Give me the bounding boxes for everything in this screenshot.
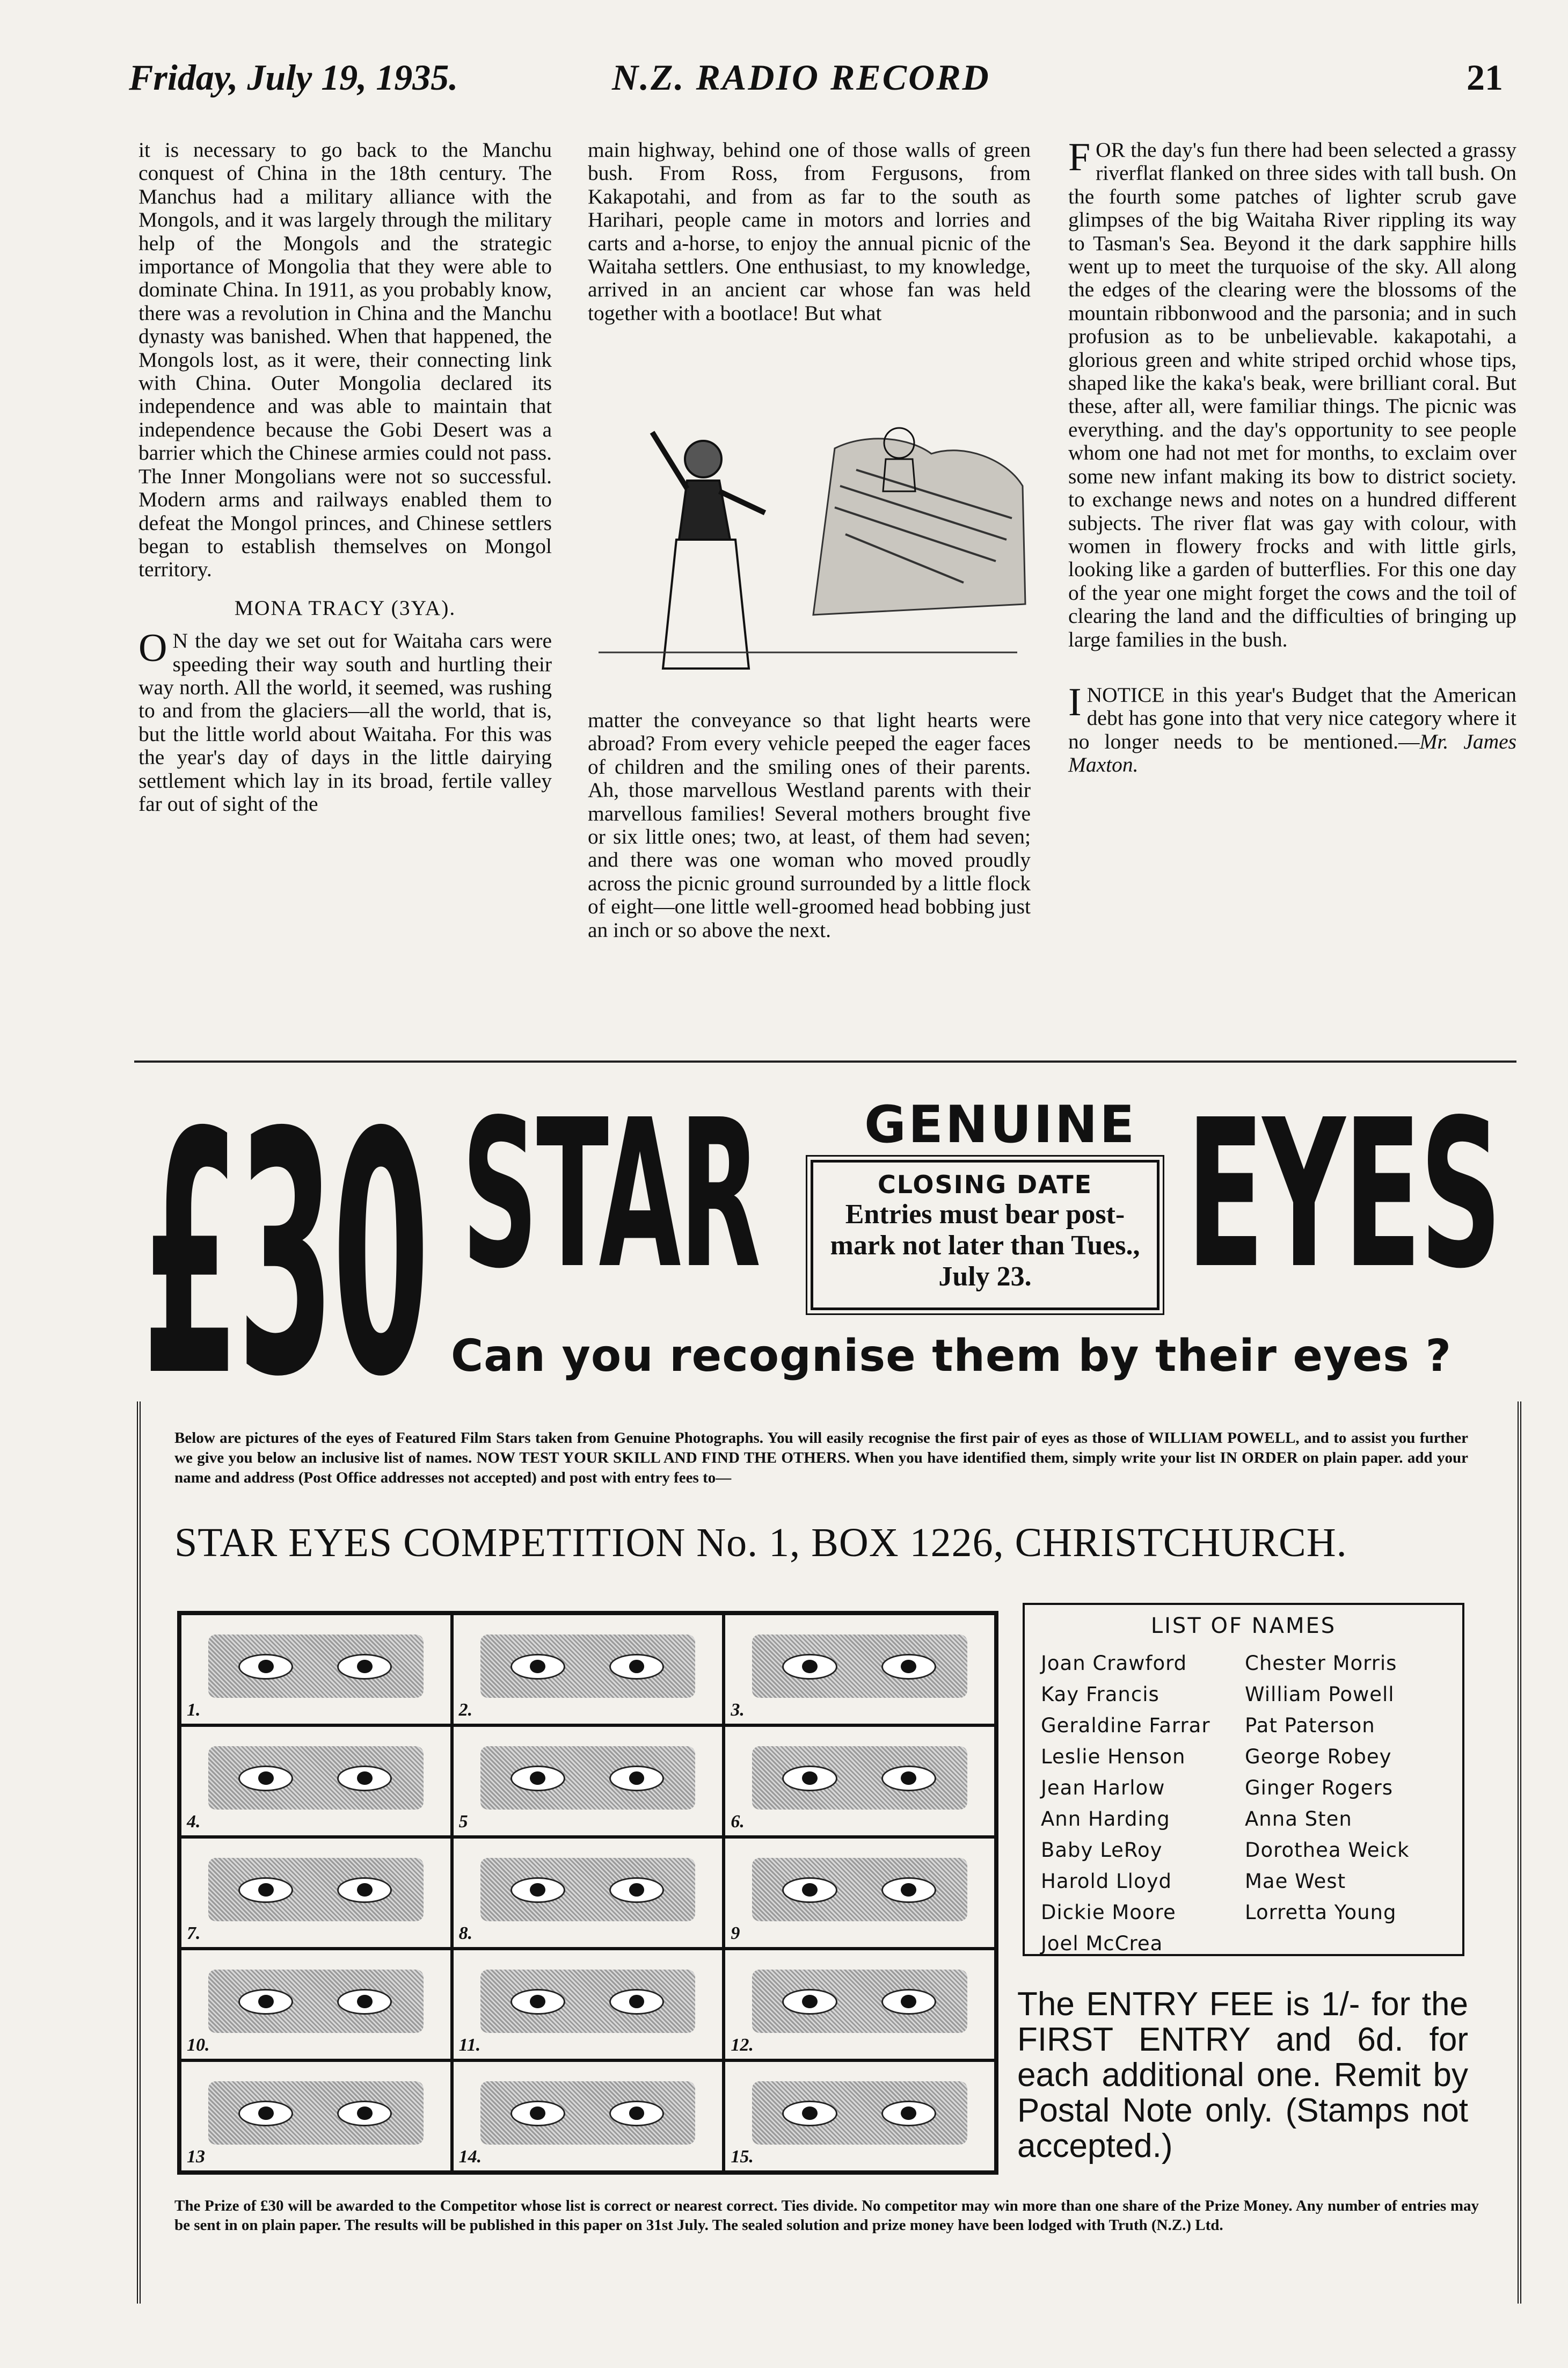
eyes-photo-grid — [177, 1611, 998, 2175]
prize-amount: £30 — [142, 1063, 427, 1450]
eyes-photo-number: 4. — [187, 1812, 201, 1832]
eye-icon — [782, 1766, 837, 1791]
eyes-photo — [480, 1858, 696, 1921]
eyes-photo-number: 1. — [187, 1700, 201, 1720]
eye-icon — [337, 1877, 392, 1903]
eyes-heading: EYES — [1186, 1076, 1500, 1313]
film-star-name: Leslie Henson — [1041, 1745, 1186, 1768]
film-star-name: Baby LeRoy — [1041, 1839, 1163, 1862]
eyes-photo — [480, 2081, 696, 2144]
eyes-photo-cell — [452, 1949, 724, 2060]
film-star-name: Dorothea Weick — [1245, 1839, 1410, 1862]
eyes-photo-number: 11. — [458, 2035, 481, 2055]
eye-icon — [609, 2101, 664, 2126]
film-star-name: Anna Sten — [1245, 1807, 1352, 1831]
eye-icon — [238, 2101, 293, 2126]
quote-attribution: Mr. James Maxton. — [1068, 729, 1517, 777]
picnic-illustration — [588, 400, 1031, 679]
eye-icon — [510, 1877, 565, 1903]
closing-date-box — [811, 1160, 1159, 1310]
eyes-photo-number: 6. — [731, 1812, 745, 1832]
list-of-names — [1023, 1603, 1464, 1956]
page-header — [129, 56, 1503, 115]
eyes-photo — [480, 1635, 696, 1697]
eyes-photo-cell — [452, 2060, 724, 2172]
eyes-photo-number: 5 — [458, 1812, 468, 1832]
eyes-photo-number: 15. — [731, 2147, 754, 2167]
article-column-2-continued — [588, 709, 1031, 942]
eye-icon — [238, 1877, 293, 1903]
film-star-name: Jean Harlow — [1041, 1776, 1165, 1799]
issue-date: Friday, July 19, 1935. — [129, 57, 458, 98]
film-star-name: Joel McCrea — [1041, 1932, 1163, 1955]
eyes-photo-cell — [724, 1949, 996, 2060]
eye-icon — [238, 1766, 293, 1791]
eyes-photo-number: 2. — [458, 1700, 473, 1720]
eyes-photo — [752, 1746, 967, 1809]
eyes-photo-cell — [180, 1949, 452, 2060]
eye-icon — [510, 1989, 565, 2015]
eye-icon — [337, 2101, 392, 2126]
article-column-1 — [138, 139, 552, 816]
drop-cap: F — [1068, 135, 1091, 179]
eyes-photo-cell — [180, 2060, 452, 2172]
eyes-photo-number: 14. — [458, 2147, 482, 2167]
budget-paragraph: INOTICE in this year's Budget that the American debt has gone into that very nice category where it no longer needs to be mentioned.—Mr. James Maxton. — [1068, 680, 1517, 777]
film-star-name: William Powell — [1245, 1683, 1395, 1706]
eyes-photo — [752, 1970, 967, 2032]
eyes-photo — [208, 1970, 424, 2032]
tagline: Can you recognise them by their eyes ? — [451, 1331, 1452, 1382]
film-star-name: Geraldine Farrar — [1041, 1714, 1210, 1737]
eyes-photo-cell — [180, 1837, 452, 1949]
article-column-3 — [1068, 135, 1517, 777]
film-star-name: Harold Lloyd — [1041, 1870, 1172, 1893]
eye-icon — [881, 1766, 936, 1791]
film-star-name: Lorretta Young — [1245, 1901, 1397, 1924]
film-star-name: Ginger Rogers — [1245, 1776, 1394, 1799]
eyes-photo — [480, 1746, 696, 1809]
eyes-photo — [480, 1970, 696, 2032]
eye-icon — [609, 1877, 664, 1903]
eyes-photo — [208, 2081, 424, 2144]
eye-icon — [881, 2101, 936, 2126]
eyes-photo — [208, 1858, 424, 1921]
eye-icon — [337, 1654, 392, 1680]
article-column-2 — [588, 139, 1031, 325]
publication-title: N.Z. RADIO RECORD — [612, 57, 990, 98]
eyes-photo-cell — [724, 2060, 996, 2172]
eyes-photo-cell — [452, 1725, 724, 1837]
eye-icon — [337, 1989, 392, 2015]
eye-icon — [782, 1877, 837, 1903]
names-column-right — [1245, 1648, 1410, 1928]
eye-icon — [881, 1989, 936, 2015]
eyes-photo-cell — [180, 1614, 452, 1725]
eyes-photo-number: 3. — [731, 1700, 745, 1720]
eye-icon — [510, 1766, 565, 1791]
eye-icon — [782, 2101, 837, 2126]
film-star-name: Mae West — [1245, 1870, 1346, 1893]
eyes-photo — [208, 1635, 424, 1697]
eyes-photo — [752, 2081, 967, 2144]
eyes-photo — [752, 1635, 967, 1697]
eyes-photo — [208, 1746, 424, 1809]
eye-icon — [881, 1654, 936, 1680]
eye-icon — [881, 1877, 936, 1903]
competition-instructions: Below are pictures of the eyes of Featured Film Stars taken from Genuine Photographs. You will easily recognise the first pair of eyes as those of WILLIAM POWELL, and to assist you further we give you below an inclusive list of names. NOW TEST YOUR SKILL AND FIND THE OTHERS. When you have identified them, simply write your list IN ORDER on plain paper. add your name and address (Post Office addresses not accepted) and post with entry fees to— — [174, 1429, 1468, 1486]
names-column-left — [1041, 1648, 1210, 1959]
eye-icon — [510, 2101, 565, 2126]
eye-icon — [510, 1654, 565, 1680]
eyes-photo-number: 8. — [458, 1923, 473, 1943]
film-star-name: Chester Morris — [1245, 1652, 1397, 1675]
eyes-photo-number: 9 — [731, 1923, 740, 1943]
eyes-photo-number: 12. — [731, 2035, 754, 2055]
eye-icon — [782, 1654, 837, 1680]
film-star-name: Kay Francis — [1041, 1683, 1159, 1706]
closing-date-text: Entries must bear post-mark not later than Tues., July 23. — [830, 1199, 1140, 1292]
eye-icon — [238, 1989, 293, 2015]
drop-cap: O — [138, 626, 167, 671]
eye-icon — [238, 1654, 293, 1680]
eye-icon — [609, 1989, 664, 2015]
eyes-photo-cell — [724, 1725, 996, 1837]
eyes-photo — [752, 1858, 967, 1921]
closing-date-title: CLOSING DATE — [877, 1170, 1093, 1199]
riverflat-paragraph: FOR the day's fun there had been selected a grassy riverflat flanked on three sides with tall bush. On the fourth some patches of lighter scrub gave glimpses of the big Waitaha River rippling its way to Tasman's Sea. Beyond it the dark sapphire hills went up to meet the turquoise of the sky. All along the edges of the clearing were the blossoms of the mountain ribbonwood and the parsonia; and in such profusion as to be unbelievable. kakapotahi, a glorious green and white striped orchid whose tips, shaped like the kaka's beak, were brilliant coral. But these, after all, were familiar things. The picnic was everything. and the day's opportunity to see people whom one had not met for months, to exclaim over some new infant making its bow to district society. to exchange news and notes on a hundred different subjects. The river flat was gay with colour, with women in flowery frocks and with little girls, looking like a garden of butterflies. For this one day of the year one might forget the cows and the toil of clearing the land and the difficulties of bringing up large families in the bush. — [1068, 135, 1516, 651]
families-paragraph: matter the conveyance so that light hearts were abroad? From every vehicle peeped the eager faces of children and the smiling ones of their parents. Ah, those marvellous Westland parents with their marvellous families! Several mothers brought five or six little ones; two, at least, of them had seven; and there was one woman who moved proudly across the picnic ground surrounded by a little flock of eight—one little well-groomed head bobbing just an inch or so above the next. — [588, 708, 1031, 942]
eye-icon — [782, 1989, 837, 2015]
waitaha-paragraph: O N the day we set out for Waitaha cars were speeding their way south and hurtling their way north. All the world, it seemed, was rushing to and from the glaciers—all the world, that is, but the little world about Waitaha. For this was the year's day of days in the little dairying settlement which lay in its broad, fertile valley far out of sight of the — [138, 626, 552, 816]
bush-scrub — [813, 439, 1025, 615]
film-star-name: Pat Paterson — [1245, 1714, 1375, 1737]
competition-address: STAR EYES COMPETITION No. 1, BOX 1226, CHRISTCHURCH. — [174, 1520, 1347, 1565]
eyes-photo-number: 10. — [187, 2035, 210, 2055]
eye-icon — [609, 1654, 664, 1680]
eyes-photo-cell — [180, 1725, 452, 1837]
eyes-photo-cell — [452, 1837, 724, 1949]
genuine-heading: GENUINE — [864, 1095, 1137, 1154]
picnic-paragraph: main highway, behind one of those walls of green bush. From Ross, from Fergusons, from Kakapotahi, and from as far to the south as Harihari, people came in motors and lorries and carts and a-horse, to enjoy the annual picnic of the Waitaha settlers. One enthusiast, to my knowledge, arrived in an ancient car whose fan was held together with a bootlace! But what — [588, 138, 1031, 325]
film-star-name: Dickie Moore — [1041, 1901, 1176, 1924]
star-heading: STAR — [462, 1076, 760, 1313]
drop-cap: I — [1068, 680, 1082, 724]
list-of-names-heading: LIST OF NAMES — [1150, 1614, 1337, 1638]
page-number: 21 — [1467, 57, 1503, 98]
eye-icon — [337, 1766, 392, 1791]
eyes-photo-number: 7. — [187, 1923, 201, 1943]
film-star-name: Ann Harding — [1041, 1807, 1170, 1831]
eyes-photo-cell — [724, 1614, 996, 1725]
entry-fee-notice: The ENTRY FEE is 1/- for the FIRST ENTRY and 6d. for each additional one. Remit by Postal Note only. (Stamps not accepted.) — [1017, 1986, 1468, 2164]
film-star-name: Joan Crawford — [1041, 1652, 1187, 1675]
mongolia-paragraph: it is necessary to go back to the Manchu conquest of China in the 18th century. The Manchus had a military alliance with the Mongols, and it was largely through the military help of the Mongols and the strategic importance of Mongolia that they were able to dominate China. In 1911, as you probably know, there was a revolution in China and the Manchu dynasty was banished. When that happened, the Mongols lost, as it were, their connecting link with China. Outer Mongolia declared its independence and was able to maintain that independence because the Gobi Desert was a barrier which the Chinese armies could not pass. The Inner Mongolians were not so successful. Modern arms and railways enabled them to defeat the Mongol princes, and Chinese settlers began to establish themselves on Mongol territory. — [138, 138, 552, 582]
byline: MONA TRACY (3YA). — [234, 595, 456, 620]
prize-rules: The Prize of £30 will be awarded to the Competitor whose list is correct or nearest correct. Ties divide. No competitor may win more than one share of the Prize Money. Any number of entries may be sent in on plain paper. The results will be published in this paper on 31st July. The sealed solution and prize money have been lodged with Truth (N.Z.) Ltd. — [174, 2197, 1479, 2234]
eyes-photo-number: 13 — [187, 2147, 205, 2167]
eyes-photo-cell — [452, 1614, 724, 1725]
eyes-photo-cell — [724, 1837, 996, 1949]
eye-icon — [609, 1766, 664, 1791]
film-star-name: George Robey — [1245, 1745, 1392, 1768]
